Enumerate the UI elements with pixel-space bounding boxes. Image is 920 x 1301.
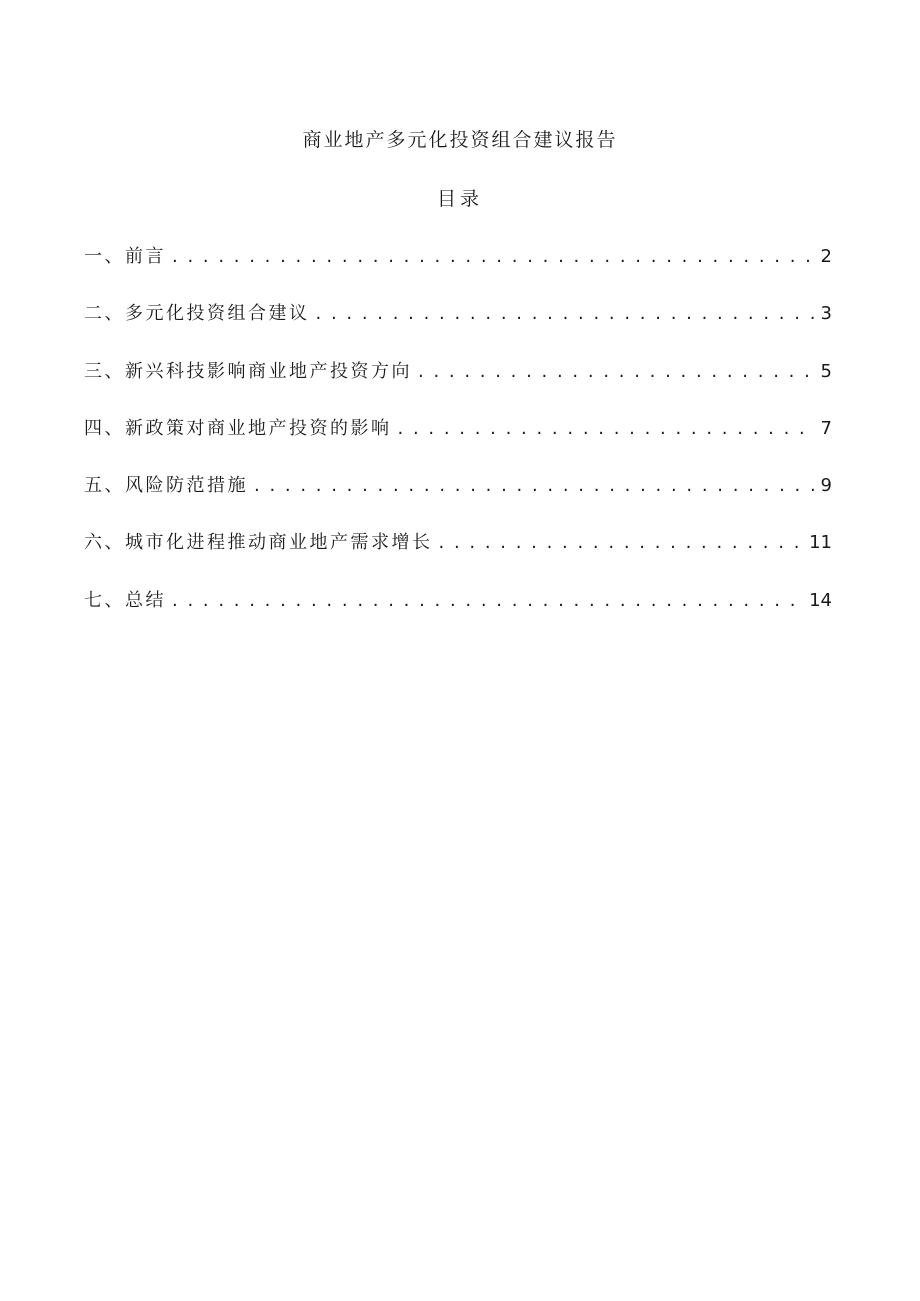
- toc-dot-leader: [172, 244, 816, 270]
- toc-entry-label: 二、多元化投资组合建议: [84, 303, 310, 325]
- toc-entry-label: 一、前言: [84, 246, 166, 267]
- toc-dot-leader: [254, 473, 816, 499]
- toc-dot-leader: [439, 530, 806, 556]
- toc-entry-diversified-portfolio[interactable]: [84, 301, 832, 358]
- toc-entry-label: 七、总结: [84, 589, 166, 611]
- toc-page-number: 3: [820, 303, 832, 325]
- toc-page-number: 9: [820, 475, 832, 497]
- toc-entry-preface[interactable]: [84, 244, 832, 301]
- toc-heading: 目录: [436, 188, 483, 210]
- toc-page-number: 7: [820, 417, 832, 439]
- toc-entry-urbanization[interactable]: [84, 530, 832, 587]
- toc-entry-emerging-tech[interactable]: [84, 359, 832, 416]
- document-title: 商业地产多元化投资组合建议报告: [302, 129, 618, 151]
- toc-page-number: 5: [820, 360, 832, 382]
- toc-page-number: 2: [820, 246, 832, 267]
- toc-page-number: 14: [809, 589, 832, 611]
- toc-entry-risk-prevention[interactable]: [84, 473, 832, 530]
- toc-dot-leader: [172, 588, 805, 614]
- toc-dot-leader: [398, 416, 817, 442]
- toc-dot-leader: [418, 359, 816, 385]
- toc-entry-label: 四、新政策对商业地产投资的影响: [84, 417, 392, 439]
- toc-entry-label: 五、风险防范措施: [84, 475, 248, 497]
- toc-entry-label: 六、城市化进程推动商业地产需求增长: [84, 532, 433, 554]
- toc-entry-summary[interactable]: [84, 588, 832, 645]
- toc-entry-label: 三、新兴科技影响商业地产投资方向: [84, 360, 412, 382]
- toc-dot-leader: [316, 301, 817, 327]
- toc-entry-new-policy[interactable]: [84, 416, 832, 473]
- toc-page-number: 11: [809, 532, 832, 554]
- table-of-contents: [84, 244, 832, 645]
